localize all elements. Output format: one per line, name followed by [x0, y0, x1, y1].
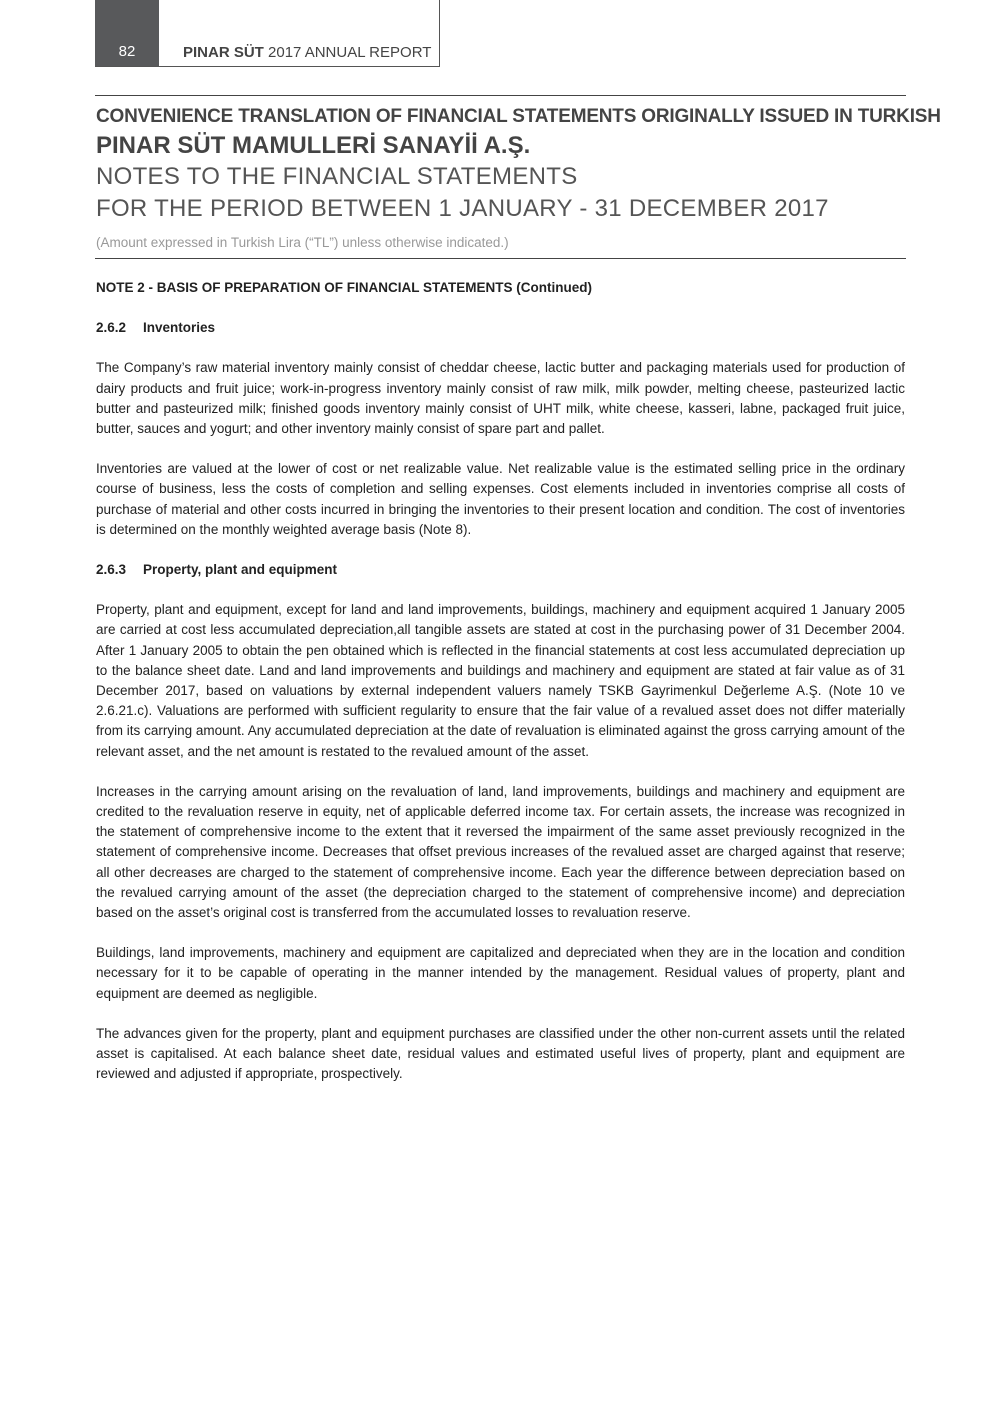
company-name: PINAR SÜT MAMULLERİ SANAYİİ A.Ş.	[96, 132, 531, 159]
paragraph: Buildings, land improvements, machinery and equipment are capitalized and depreciated when they are in the location and condition necessary for it to be capable of operating in the manner intended by the management. Residual values of property, plant and equipment are deemed as negligible.	[96, 945, 905, 1001]
paragraph: The Company’s raw material inventory mainly consist of cheddar cheese, lactic butter and packaging materials used for production of dairy products and fruit juice; work-in-progress inventory mainly consist of raw milk, milk powder, melting cheese, pasteurized lactic butter and pasteurized milk; finished goods inventory mainly consist of UHT milk, white cheese, kasseri, labne, packaged fruit juice, butter, sauces and yogurt; and other inventory mainly consist of spare part and pallet.	[96, 360, 905, 437]
page-number: 82	[95, 0, 159, 66]
section-title: Property, plant and equipment	[143, 562, 338, 578]
section-heading-inventories	[96, 318, 905, 338]
note-title: NOTE 2 - BASIS OF PREPARATION OF FINANCIAL STATEMENTS (Continued)	[96, 280, 592, 295]
section-number: 2.6.2	[96, 320, 127, 336]
paragraph: Increases in the carrying amount arising on the revaluation of land, land improvements, buildings and machinery and equipment are credited to the revaluation reserve in equity, net of applicable deferred income tax. For certain assets, the increase was recognized in the statement of comprehensive income to the extent that it reversed the impairment of the same asset previously recognized in the statement of comprehensive income. Decreases that offset previous increases of the revalued asset are charged against that reserve; all other decreases are charged to the statement of comprehensive income. Each year the difference between depreciation based on the revalued carrying amount of the asset (the depreciation charged to the statement of comprehensive income) and depreciation based on the asset’s original cost is transferred from the accumulated losses to revaluation reserve.	[96, 783, 905, 921]
paragraph: Inventories are valued at the lower of cost or net realizable value. Net realizable value is the estimated selling price in the ordinary course of business, less the costs of completion and selling expenses. Cost elements included in inventories comprise all costs of purchase of material and other costs incurred in bringing the inventories to their present location and condition. The cost of inventories is determined on the monthly weighted average basis (Note 8).	[96, 461, 905, 537]
paragraph: The advances given for the property, plant and equipment purchases are classified under the other non-current assets until the related asset is capitalised. At each balance sheet date, residual values and estimated useful lives of property, plant and equipment are reviewed and adjusted if appropriate, prospectively.	[96, 1025, 905, 1082]
page-header-box	[95, 0, 440, 67]
section-title: Inventories	[143, 320, 216, 336]
header-divider	[95, 258, 906, 259]
currency-note: (Amount expressed in Turkish Lira (“TL”) unless otherwise indicated.)	[96, 235, 509, 250]
report-title	[183, 44, 431, 61]
notes-title: NOTES TO THE FINANCIAL STATEMENTS	[96, 163, 578, 190]
report-brand: PINAR SÜT	[183, 44, 264, 61]
top-divider	[95, 95, 906, 96]
section-number: 2.6.3	[96, 562, 127, 578]
period-title: FOR THE PERIOD BETWEEN 1 JANUARY - 31 DECEMBER 2017	[96, 195, 829, 222]
translation-notice: CONVENIENCE TRANSLATION OF FINANCIAL STATEMENTS ORIGINALLY ISSUED IN TURKISH	[96, 106, 941, 127]
document-body	[96, 278, 905, 1085]
report-name: 2017 ANNUAL REPORT	[263, 44, 432, 61]
paragraph: Property, plant and equipment, except for land and land improvements, buildings, machinery and equipment acquired 1 January 2005 are carried at cost less accumulated depreciation,all tangible assets are stated at cost in the purchasing power of 31 December 2004. After 1 January 2005 to obtain the pen obtained which is reflected in the financial statements at cost less accumulated depreciation up to the balance sheet date. Land and land improvements and buildings and machinery and equipment are stated at fair value as of 31 December 2017, based on valuations by external independent valuers namely TSKB Gayrimenkul Değerleme A.Ş. (Note 10 ve 2.6.21.c). Valuations are performed with sufficient regularity to ensure that the fair value of a revalued asset does not differ materially from its carrying amount. Any accumulated depreciation at the date of revaluation is eliminated against the gross carrying amount of the relevant asset, and the net amount is restated to the revalued amount of the asset.	[96, 602, 905, 759]
section-heading-ppe	[96, 560, 905, 580]
